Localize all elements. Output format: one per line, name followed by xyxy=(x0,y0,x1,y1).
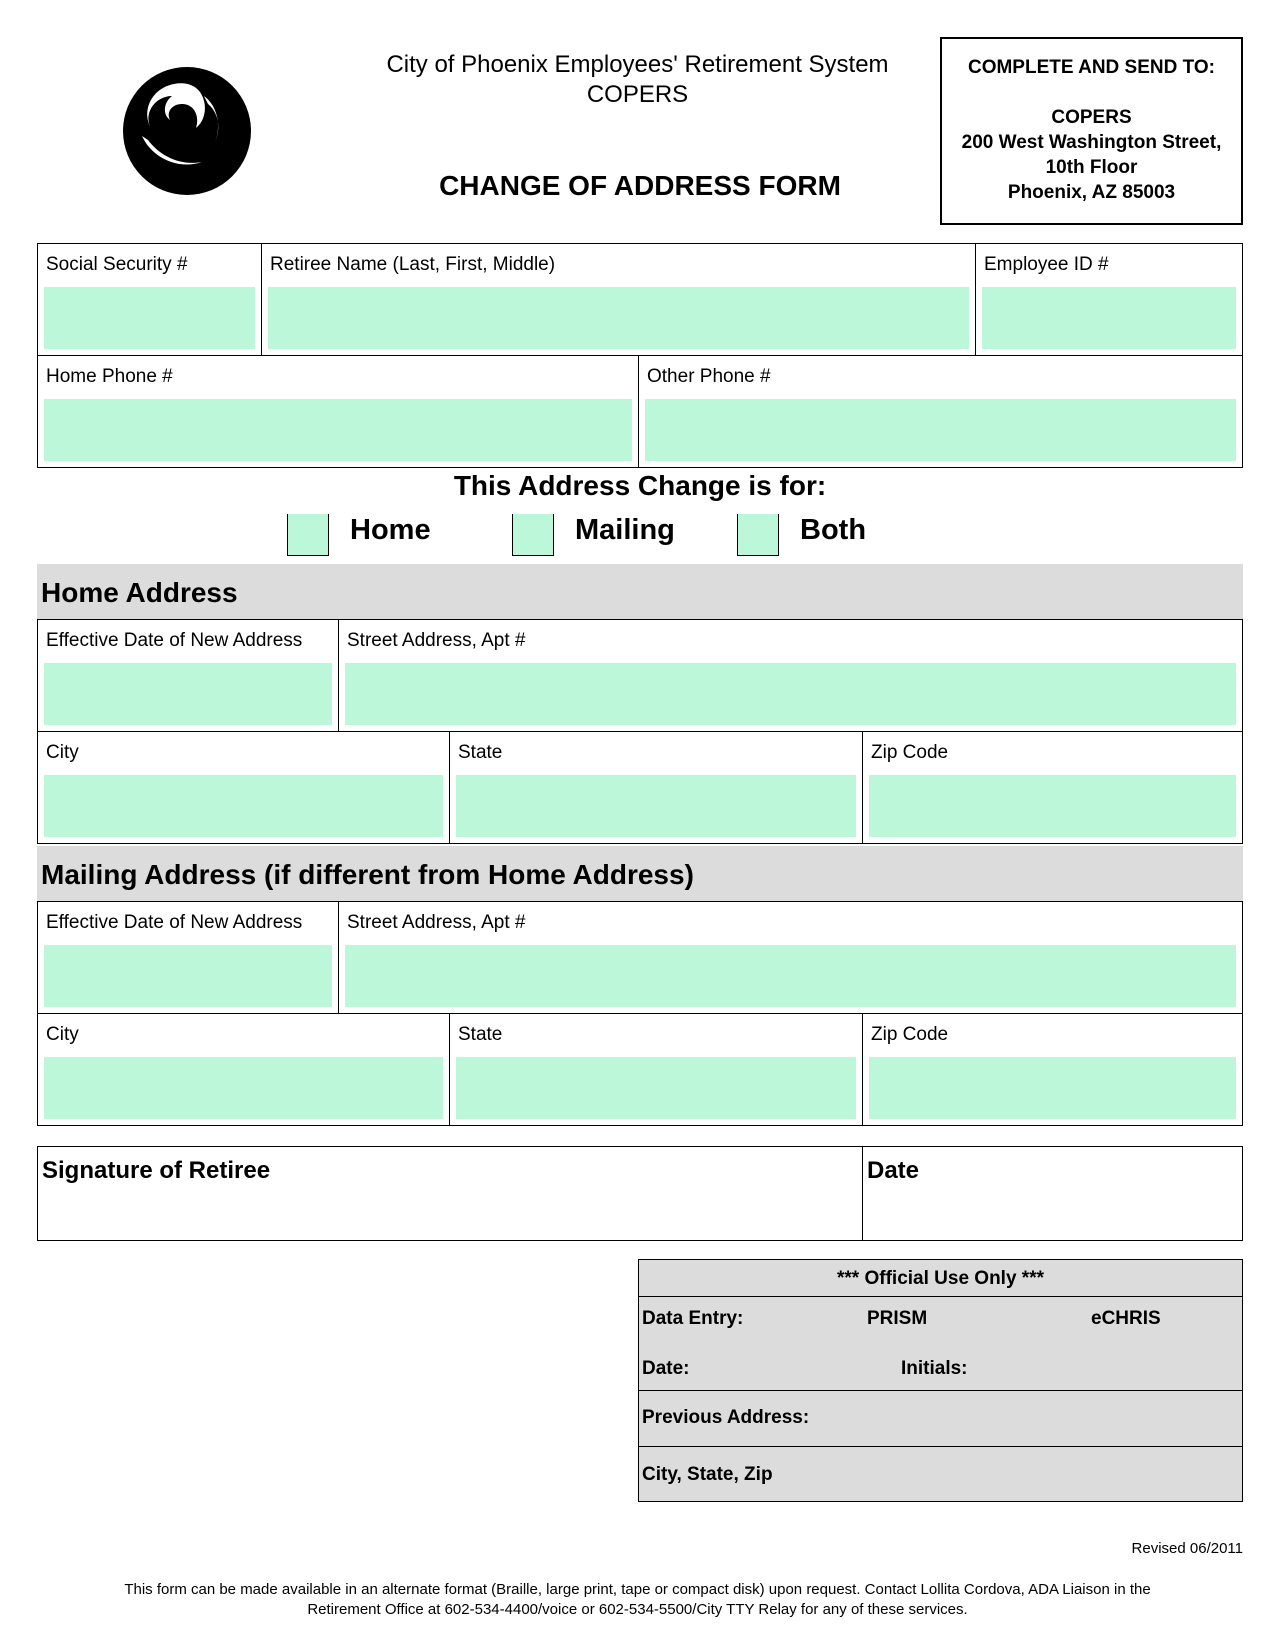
mailing-effective-date-label: Effective Date of New Address xyxy=(46,912,303,933)
official-data-entry-row xyxy=(638,1296,1243,1391)
home-zip-cell xyxy=(862,731,1243,844)
ssn-cell xyxy=(37,243,262,356)
official-city-state-zip-label: City, State, Zip xyxy=(642,1464,773,1485)
mailing-effective-date-cell xyxy=(37,901,339,1014)
official-date-label: Date: xyxy=(642,1358,690,1379)
address-change-prompt: This Address Change is for: xyxy=(453,470,827,501)
home-city-label: City xyxy=(46,742,79,763)
send-to-box xyxy=(940,37,1243,225)
send-to-line: 10th Floor xyxy=(1045,157,1138,178)
form-title: CHANGE OF ADDRESS FORM xyxy=(439,170,841,201)
other-phone-field[interactable] xyxy=(645,399,1236,461)
home-effective-date-field[interactable] xyxy=(44,663,332,725)
home-state-label: State xyxy=(458,742,503,763)
prism-label: PRISM xyxy=(867,1308,928,1329)
mailing-effective-date-field[interactable] xyxy=(44,945,332,1007)
both-checkbox[interactable] xyxy=(737,514,779,556)
send-to-line: Phoenix, AZ 85003 xyxy=(1007,182,1176,203)
ssn-field[interactable] xyxy=(44,287,255,349)
signature-date-field[interactable] xyxy=(862,1146,1243,1241)
official-city-state-zip-row xyxy=(638,1446,1243,1502)
home-state-field[interactable] xyxy=(456,775,856,837)
signature-field[interactable] xyxy=(37,1146,863,1241)
mailing-city-field[interactable] xyxy=(44,1057,443,1119)
mailing-zip-label: Zip Code xyxy=(871,1024,949,1045)
mailing-state-label: State xyxy=(458,1024,503,1045)
official-use-heading: *** Official Use Only *** xyxy=(837,1268,1044,1289)
home-city-field[interactable] xyxy=(44,775,443,837)
home-street-cell xyxy=(338,619,1243,732)
mailing-city-label: City xyxy=(46,1024,79,1045)
send-to-line: 200 West Washington Street, xyxy=(961,132,1222,153)
retiree-name-field[interactable] xyxy=(268,287,969,349)
mailing-state-cell xyxy=(449,1013,863,1126)
org-acronym: COPERS xyxy=(586,81,689,108)
signature-date-label: Date xyxy=(867,1157,920,1184)
home-street-label: Street Address, Apt # xyxy=(347,630,526,651)
employee-id-cell xyxy=(975,243,1243,356)
mailing-street-cell xyxy=(338,901,1243,1014)
mailing-zip-cell xyxy=(862,1013,1243,1126)
org-name: City of Phoenix Employees' Retirement System xyxy=(386,51,889,78)
mailing-street-field[interactable] xyxy=(345,945,1236,1007)
home-zip-label: Zip Code xyxy=(871,742,949,763)
mailing-checkbox[interactable] xyxy=(512,514,554,556)
ssn-label: Social Security # xyxy=(46,254,188,275)
employee-id-label: Employee ID # xyxy=(984,254,1109,275)
ada-notice xyxy=(40,1580,1235,1620)
official-previous-address-row xyxy=(638,1390,1243,1447)
home-state-cell xyxy=(449,731,863,844)
send-to-heading: COMPLETE AND SEND TO: xyxy=(967,57,1215,78)
both-checkbox-label: Both xyxy=(800,514,867,546)
ada-notice-line: Retirement Office at 602-534-4400/voice or 602-534-5500/City TTY Relay for any of these services. xyxy=(307,1601,968,1618)
home-phone-field[interactable] xyxy=(44,399,632,461)
signature-label: Signature of Retiree xyxy=(42,1157,271,1184)
mailing-city-cell xyxy=(37,1013,450,1126)
mailing-address-heading: Mailing Address (if different from Home Address) xyxy=(37,846,1243,901)
home-checkbox[interactable] xyxy=(287,514,329,556)
previous-address-label: Previous Address: xyxy=(642,1407,810,1428)
home-street-field[interactable] xyxy=(345,663,1236,725)
initials-label: Initials: xyxy=(901,1358,968,1379)
ada-notice-line: This form can be made available in an alternate format (Braille, large print, tape or compact disk) upon request. Contact Lollita Cordova, ADA Liaison in the xyxy=(124,1581,1151,1598)
employee-id-field[interactable] xyxy=(982,287,1236,349)
other-phone-cell xyxy=(638,355,1243,468)
echris-label: eCHRIS xyxy=(1091,1308,1161,1329)
mailing-checkbox-label: Mailing xyxy=(575,514,675,546)
home-phone-label: Home Phone # xyxy=(46,366,173,387)
home-phone-cell xyxy=(37,355,639,468)
home-city-cell xyxy=(37,731,450,844)
retiree-name-cell xyxy=(261,243,976,356)
send-to-line: COPERS xyxy=(1051,107,1132,128)
official-use-header xyxy=(638,1259,1243,1297)
phoenix-bird-icon xyxy=(122,66,252,196)
mailing-street-label: Street Address, Apt # xyxy=(347,912,526,933)
data-entry-label: Data Entry: xyxy=(642,1308,744,1329)
home-zip-field[interactable] xyxy=(869,775,1236,837)
retiree-name-label: Retiree Name (Last, First, Middle) xyxy=(270,254,556,275)
home-effective-date-cell xyxy=(37,619,339,732)
revised-date: Revised 06/2011 xyxy=(1131,1540,1243,1557)
mailing-zip-field[interactable] xyxy=(869,1057,1236,1119)
other-phone-label: Other Phone # xyxy=(647,366,771,387)
home-address-heading: Home Address xyxy=(37,564,1243,619)
mailing-state-field[interactable] xyxy=(456,1057,856,1119)
home-effective-date-label: Effective Date of New Address xyxy=(46,630,303,651)
home-checkbox-label: Home xyxy=(350,514,431,546)
